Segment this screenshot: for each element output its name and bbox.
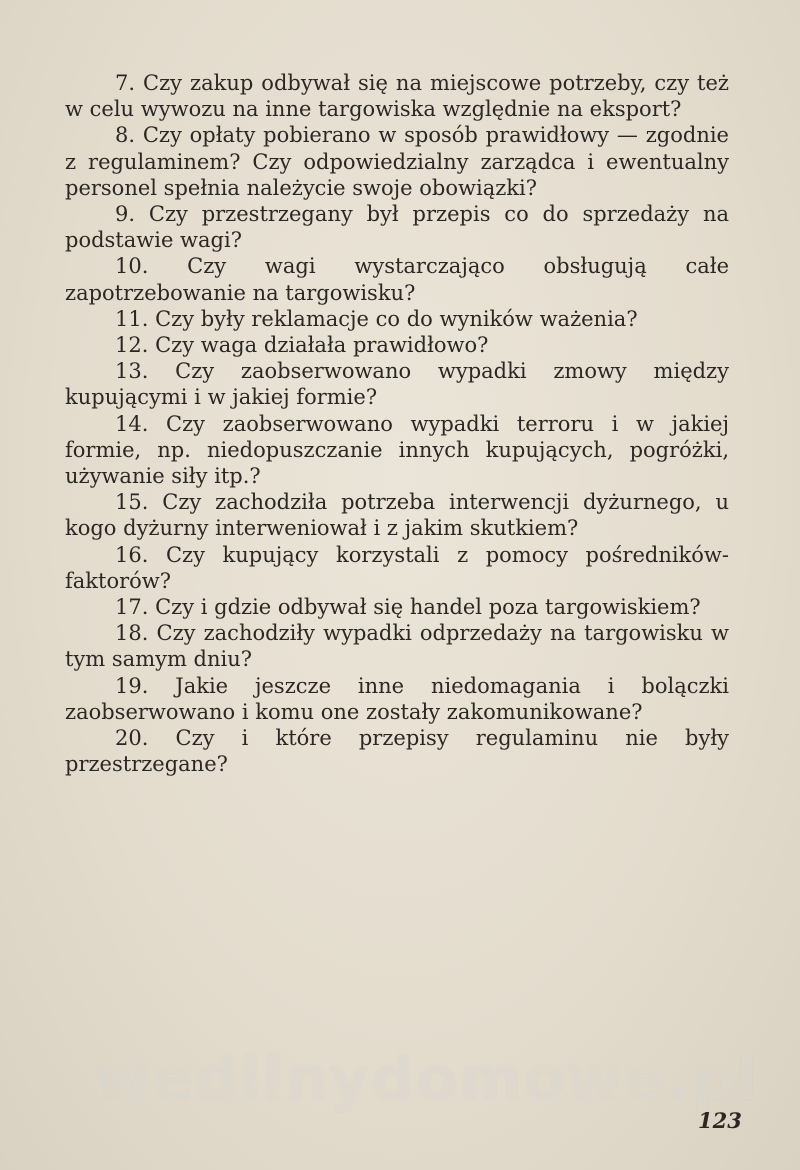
question-17: 17. Czy i gdzie odbywał się handel poza targowiskiem? <box>115 595 701 620</box>
question-list <box>65 70 729 777</box>
question-16: 16. Czy kupujący korzystali z pomocy pośredników-faktorów? <box>65 542 729 593</box>
question-13: 13. Czy zaobserwowano wypadki zmowy między kupującymi i w jakiej formie? <box>65 359 729 410</box>
question-18: 18. Czy zachodziły wypadki odprzedaży na targowisku w tym samym dniu? <box>65 621 729 672</box>
watermark: wedlinydomowe.pl <box>95 1044 760 1114</box>
question-10: 10. Czy wagi wystarczająco obsługują całe zapotrzebowanie na targowisku? <box>65 254 729 305</box>
question-14: 14. Czy zaobserwowano wypadki terroru i w jakiej formie, np. niedopuszczanie innych kupujących, pogróżki, używanie siły itp.? <box>65 411 729 489</box>
question-8: 8. Czy opłaty pobierano w sposób prawidłowy — zgodnie z regulaminem? Czy odpowiedzialny zarządca i ewentualny personel spełnia należycie swoje obowiązki? <box>65 123 729 200</box>
question-9: 9. Czy przestrzegany był przepis co do sprzedaży na podstawie wagi? <box>65 202 729 253</box>
question-7: 7. Czy zakup odbywał się na miejscowe potrzeby, czy też w celu wywozu na inne targowiska względnie na eksport? <box>65 71 729 122</box>
question-19: 19. Jakie jeszcze inne niedomagania i bolączki zaobserwowano i komu one zostały zakomunikowane? <box>65 673 729 724</box>
question-11: 11. Czy były reklamacje co do wyników ważenia? <box>115 306 638 331</box>
page-number: 123 <box>698 1108 742 1133</box>
question-20: 20. Czy i które przepisy regulaminu nie były przestrzegane? <box>65 726 729 777</box>
question-12: 12. Czy waga działała prawidłowo? <box>115 333 489 358</box>
question-15: 15. Czy zachodziła potrzeba interwencji dyżurnego, u kogo dyżurny interweniował i z jakim skutkiem? <box>65 490 729 541</box>
